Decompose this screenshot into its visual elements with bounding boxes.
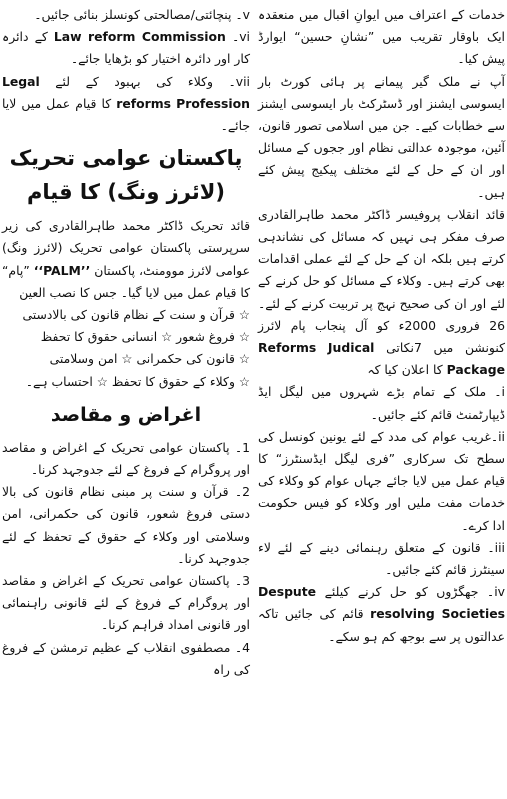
paragraph-text: قائد انقلاب پروفیسر ڈاکٹر محمد طاہرالقادری صرف مفکر ہی نہیں کہ مسائل کی نشاندہی کرتے ہیں بلکہ ان کے حل کے لئے عملی اقدامات بھی کرتے ہیں۔ وکلاء کے مسائل کو حل کرنے کے لئے اور ان کی صحیح نہج پر تربیت کرنے کے لئے۔ 26 فروری 2000ء کو آل پنجاب پام لائرز کنونشن میں 7نکاتی	[258, 206, 505, 356]
english-term: Law reform Commission	[53, 29, 226, 45]
list-item-vi	[2, 26, 250, 70]
list-item-text: vii۔ وکلاء کی بہبود کے لئے	[55, 73, 250, 89]
left-column	[2, 4, 250, 681]
list-item-text: iv۔ جھگڑوں کو حل کرنے کیلئے	[324, 584, 505, 600]
english-term: Legal Profession	[2, 73, 250, 111]
list-item-text: قائم کی جائیں تاکہ عدالتوں پر سے بوجھ کم ہو سکے۔	[258, 606, 505, 644]
english-term: ’’PALM‘‘	[33, 262, 91, 278]
paragraph-palm-intro	[2, 215, 250, 304]
list-item-vii	[2, 71, 250, 138]
english-term: Judical	[327, 340, 375, 356]
paragraph-award: خدمات کے اعتراف میں ایوانِ اقبال میں منعقدہ ایک باوقار تقریب میں ”نشانِ حسین“ ایوارڈ پیش کیا۔	[258, 7, 505, 67]
paragraph-text: کا اعلان کیا کہ	[367, 362, 443, 378]
list-item-i: i۔ ملک کے تمام بڑے شہروں میں لیگل ایڈ ڈیپارٹمنٹ قائم کئے جائیں۔	[258, 384, 505, 422]
section-heading: پاکستان عوامی تحریک (لائرز ونگ) کا قیام	[9, 146, 243, 205]
english-term: resolving Societies	[370, 606, 505, 622]
aim-item: 3۔ پاکستان عوامی تحریک کے اغراض و مقاصد اور پروگرام کے فروغ کے لئے قانونی راہنمائی اور قانونی امداد فراہم کرنا۔	[2, 573, 250, 633]
list-item-text: vi۔	[231, 29, 250, 45]
list-item-text: کے دائرہ کار اور دائرہ اختیار کو بڑھایا جائے۔	[2, 29, 250, 67]
goal-item: ☆ قانون کی حکمرانی ☆ امن وسلامتی	[49, 351, 250, 367]
aim-item: 1۔ پاکستان عوامی تحریک کے اغراض و مقاصد اور پروگرام کے فروغ کے لئے جدوجہد کرنا۔	[2, 439, 250, 478]
aim-item: 2۔ قرآن و سنت پر مبنی نظام قانون کی بالا دستی فروغ شعور، قانون کی حکمرانی، امن وسلامتی اور وکلاء کے حقوق کے تحفظ کے لئے جدوجہد کرنا۔	[2, 484, 250, 566]
list-item-text: کا قیام عمل میں لایا جائے۔	[2, 95, 250, 134]
list-item-v: v۔ پنچائتی/مصالحتی کونسلز بنائی جائیں۔	[34, 7, 250, 22]
list-item-iii: iii۔ قانون کے متعلق رہنمائی دینے کے لئے لاء سینٹرز قائم کئے جائیں۔	[258, 539, 505, 578]
english-term: Despute	[258, 584, 317, 600]
right-column	[258, 4, 505, 648]
aim-item: 4۔ مصطفوی انقلاب کے عظیم ترمشن کے فروغ کی راہ	[2, 639, 250, 677]
paragraph-reforms-package	[258, 204, 505, 382]
goal-item: ☆ فروغ شعور ☆ انسانی حقوق کا تحفظ	[40, 329, 250, 345]
list-item-ii: ii۔غریب عوام کی مدد کے لئے یونین کونسل کی سطح تک سرکاری ”فری لیگل ایڈسنٹرز“ کا قیام عمل میں لایا جائے جہاں عوام کو وکلاء کی خدمات مفت ملیں اور وکلاء کو فیس حکومت ادا کرے۔	[258, 428, 505, 533]
section-subheading: اغراض و مقاصد	[50, 403, 202, 426]
list-item-iv	[258, 581, 505, 648]
paragraph-text: قائد تحریک ڈاکٹر محمد طاہرالقادری کی زیر سرپرستی پاکستان عوامی تحریک (لائرز ونگ) عوامی لائرز موومنٹ، پاکستان	[2, 218, 250, 278]
goal-item: ☆ وکلاء کے حقوق کا تحفظ ☆ احتساب ہے۔	[25, 373, 250, 389]
paragraph-bar-addresses: آپ نے ملک گیر پیمانے پر ہائی کورٹ بار ایسوسی ایشنز اور ڈسٹرکٹ بار ایسوسی ایشنز سے خطابات کیے۔ جن میں اسلامی تصور قانون، آئین، موجودہ عدالتی نظام اور ججوں کے مسائل اور ان کے حل کے لئے مختلف پیکیج پیش کئے ہیں۔	[258, 73, 505, 200]
paragraph-text: ”پام“ کا قیام عمل میں لایا گیا۔ جس کا نصب العین	[2, 262, 250, 300]
english-term: Reforms Package	[258, 340, 505, 378]
goal-item: ☆ قرآن و سنت کے نظام قانون کی بالادستی	[22, 307, 250, 323]
english-term: reforms	[116, 95, 172, 111]
